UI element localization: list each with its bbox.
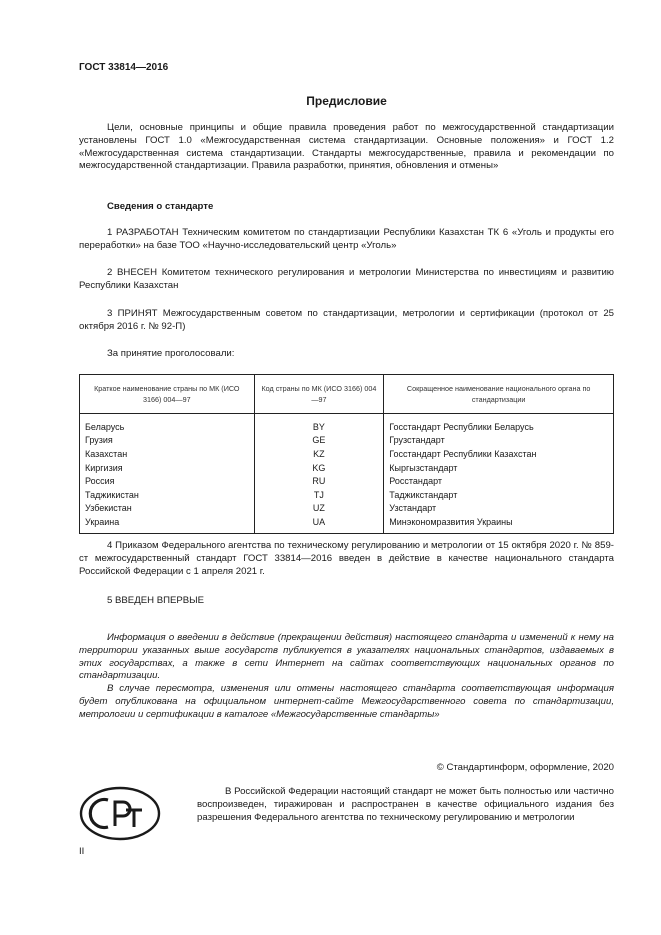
table-row <box>80 488 614 502</box>
table-row <box>80 502 614 516</box>
table-row <box>80 414 614 434</box>
country-cell: Беларусь <box>80 414 255 434</box>
body-cell: Узстандарт <box>384 502 614 516</box>
item-1: 1 РАЗРАБОТАН Техническим комитетом по стандартизации Республики Казахстан ТК 6 «Уголь и продукты его переработки» на базе ТОО «Научно-исследовательский центр «Уголь» <box>79 227 614 251</box>
code-cell: KG <box>254 461 384 475</box>
table-row <box>80 461 614 475</box>
page-number: II <box>79 846 85 857</box>
header-code: Код страны по МК (ИСО 3166) 004—97 <box>254 375 384 414</box>
countries-table <box>79 374 614 534</box>
body-cell: Кыргызстандарт <box>384 461 614 475</box>
voted-label: За принятие проголосовали: <box>107 348 235 359</box>
item-5: 5 ВВЕДЕН ВПЕРВЫЕ <box>107 595 205 606</box>
code-cell: KZ <box>254 447 384 461</box>
body-cell: Госстандарт Республики Беларусь <box>384 414 614 434</box>
table-header-row <box>80 375 614 414</box>
code-cell: GE <box>254 434 384 448</box>
code-cell: RU <box>254 474 384 488</box>
country-cell: Казахстан <box>80 447 255 461</box>
code-cell: UZ <box>254 502 384 516</box>
item-2: 2 ВНЕСЕН Комитетом технического регулирования и метрологии Министерства по инвестициям и развитию Республики Казахстан <box>79 267 614 291</box>
code-cell: BY <box>254 414 384 434</box>
rights-notice: В Российской Федерации настоящий стандарт не может быть полностью или частично воспроизведен, тиражирован и распространен в качестве официального издания без разрешения Федерального агентства по техническому регулированию и метрологии <box>197 786 614 823</box>
body-cell: Минэкономразвития Украины <box>384 515 614 533</box>
standard-code: ГОСТ 33814—2016 <box>79 62 169 73</box>
country-cell: Киргизия <box>80 461 255 475</box>
body-cell: Грузстандарт <box>384 434 614 448</box>
code-cell: UA <box>254 515 384 533</box>
item-3: 3 ПРИНЯТ Межгосударственным советом по стандартизации, метрологии и сертификации (протокол от 25 октября 2016 г. № 92-П) <box>79 308 614 332</box>
body-cell: Госстандарт Республики Казахстан <box>384 447 614 461</box>
country-cell: Таджикистан <box>80 488 255 502</box>
page-title: Предисловие <box>306 94 387 108</box>
item-4: 4 Приказом Федерального агентства по техническому регулированию и метрологии от 15 октября 2020 г. № 859-ст межгосударственный стандарт ГОСТ 33814—2016 введен в действие в качестве национального стандарта Российской Федерации с 1 апреля 2021 г. <box>79 540 614 577</box>
body-cell: Таджикстандарт <box>384 488 614 502</box>
publication-notice: Информация о введении в действие (прекращении действия) настоящего стандарта и изменений к нему на территории указанных выше государств публикуется в указателях национальных стандартов, издаваемых в этих государствах, а также в сети Интернет на сайтах соответствующих национальных органов по стандартизации. В случае пересмотра, изменения или отмены настоящего стандарта соответствующая информация будет опубликована на официальном интернет-сайте Межгосударственного совета по стандартизации, метрологии и сертификации в каталоге «Межгосударственные стандарты» <box>79 632 614 720</box>
country-cell: Россия <box>80 474 255 488</box>
country-cell: Украина <box>80 515 255 533</box>
country-cell: Грузия <box>80 434 255 448</box>
code-cell: TJ <box>254 488 384 502</box>
header-body: Сокращенное наименование национального органа по стандартизации <box>384 375 614 414</box>
table-row <box>80 434 614 448</box>
header-country: Краткое наименование страны по МК (ИСО 3166) 004—97 <box>80 375 255 414</box>
table-row <box>80 474 614 488</box>
info-heading: Сведения о стандарте <box>107 201 214 212</box>
gost-r-logo-icon <box>79 786 161 841</box>
table-row <box>80 515 614 533</box>
intro-paragraph: Цели, основные принципы и общие правила проведения работ по межгосударственной стандартизации установлены ГОСТ 1.0 «Межгосударственная система стандартизации. Основные положения» и ГОСТ 1.2 «Межгосударственная система стандартизации. Стандарты межгосударственные, правила и рекомендации по межгосударственной стандартизации. Правила разработки, принятия, обновления и отмены» <box>79 122 614 172</box>
body-cell: Росстандарт <box>384 474 614 488</box>
copyright: © Стандартинформ, оформление, 2020 <box>436 762 614 773</box>
country-cell: Узбекистан <box>80 502 255 516</box>
table-row <box>80 447 614 461</box>
